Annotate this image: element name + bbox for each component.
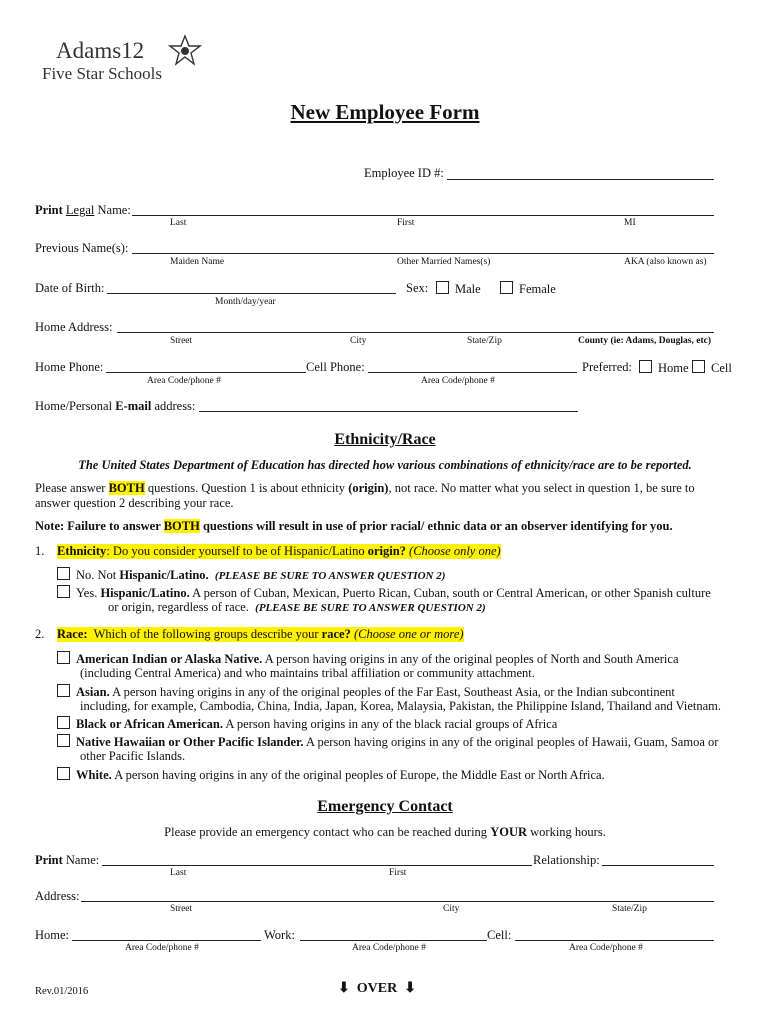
question-2-prompt: Race: Which of the following groups describe your race? (Choose one or more): [57, 627, 464, 641]
logo-name: Adams12: [56, 38, 145, 63]
emergency-cell-sublabel: Area Code/phone #: [569, 943, 643, 953]
dob-field[interactable]: [107, 293, 396, 294]
revision-label: Rev.01/2016: [35, 986, 89, 997]
ethnicity-notice: The United States Department of Education has directed how various combinations of ethnicity/race are to be reported.: [78, 458, 692, 472]
emergency-work-sublabel: Area Code/phone #: [352, 943, 426, 953]
star-logo-icon: [168, 34, 202, 68]
q1-option-no[interactable]: No. Not Hispanic/Latino. (PLEASE BE SURE TO ANSWER QUESTION 2): [57, 567, 445, 583]
relationship-field[interactable]: [602, 865, 714, 866]
emergency-cell-label: Cell:: [487, 928, 512, 942]
race-option[interactable]: American Indian or Alaska Native. A person having origins in any of the original peoples of North and South America: [57, 651, 679, 667]
home-phone-sublabel: Area Code/phone #: [147, 376, 221, 386]
home-phone-label: Home Phone:: [35, 360, 104, 374]
preferred-home-checkbox[interactable]: [639, 360, 652, 373]
race-checkbox[interactable]: [57, 684, 70, 697]
cell-phone-label: Cell Phone:: [306, 360, 365, 374]
emergency-city-sublabel: City: [443, 904, 460, 914]
ethnicity-heading: Ethnicity/Race: [334, 431, 436, 448]
race-option-cont: (including Central America) and who maintains tribal affiliation or community attachment.: [80, 666, 535, 680]
legal-name-field[interactable]: [132, 215, 714, 216]
emergency-statezip-sublabel: State/Zip: [612, 904, 647, 914]
dob-sublabel: Month/day/year: [215, 297, 276, 307]
home-phone-field[interactable]: [106, 372, 306, 373]
male-checkbox[interactable]: [436, 281, 449, 294]
statezip-sublabel: State/Zip: [467, 336, 502, 346]
sex-female-option[interactable]: Female: [500, 281, 556, 297]
emergency-name-field[interactable]: [102, 865, 532, 866]
emergency-last-sublabel: Last: [170, 868, 187, 878]
employee-id-field[interactable]: [447, 179, 714, 180]
race-option-cont: including, for example, Cambodia, China, India, Japan, Korea, Malaysia, Pakistan, the Philippine Island, Thailand and Vietnam.: [80, 699, 722, 713]
city-sublabel: City: [350, 336, 367, 346]
race-checkbox[interactable]: [57, 767, 70, 780]
cell-phone-field[interactable]: [368, 372, 577, 373]
emergency-work-label: Work:: [264, 928, 295, 942]
previous-names-label: Previous Name(s):: [35, 241, 129, 255]
county-sublabel: County (ie: Adams, Douglas, etc): [578, 336, 711, 346]
home-address-label: Home Address:: [35, 320, 113, 334]
employee-id-label: Employee ID #:: [364, 166, 444, 180]
race-option[interactable]: Asian. A person having origins in any of the original peoples of the Far East, Southeast Asia, or the Indian subcontinent: [57, 684, 675, 700]
preferred-cell-option[interactable]: Cell: [692, 360, 732, 376]
arrow-down-icon: ⬇: [404, 981, 416, 996]
ethnicity-note: Note: Failure to answer BOTH questions will result in use of prior racial/ ethnic data or an observer identifying for you.: [35, 519, 673, 533]
previous-names-field[interactable]: [132, 253, 714, 254]
emergency-first-sublabel: First: [389, 868, 407, 878]
question-1-prompt: Ethnicity: Do you consider yourself to be of Hispanic/Latino origin? (Choose only one): [57, 544, 501, 558]
email-field[interactable]: [199, 411, 578, 412]
preferred-cell-checkbox[interactable]: [692, 360, 705, 373]
email-label: Home/Personal E-mail address:: [35, 399, 196, 413]
emergency-heading: Emergency Contact: [317, 798, 453, 815]
street-sublabel: Street: [170, 336, 193, 346]
other-married-sublabel: Other Married Names(s): [397, 257, 491, 267]
race-checkbox[interactable]: [57, 734, 70, 747]
preferred-label: Preferred:: [582, 360, 632, 374]
race-option[interactable]: Black or African American. A person having origins in any of the black racial groups of Africa: [57, 716, 557, 732]
legal-name-label: Print Legal Name:: [35, 203, 131, 217]
legal-first-sublabel: First: [397, 218, 415, 228]
both-highlight: BOTH: [108, 481, 145, 495]
race-checkbox[interactable]: [57, 651, 70, 664]
question-2-number: 2.: [35, 627, 45, 641]
legal-mi-sublabel: MI: [624, 218, 636, 228]
aka-sublabel: AKA (also known as): [624, 257, 707, 267]
q1-yes-checkbox[interactable]: [57, 585, 70, 598]
arrow-down-icon: ⬇: [338, 981, 350, 996]
race-checkbox[interactable]: [57, 716, 70, 729]
q1-option-yes-cont: or origin, regardless of race. (PLEASE BE SURE TO ANSWER QUESTION 2): [108, 600, 486, 614]
legal-last-sublabel: Last: [170, 218, 187, 228]
ethnicity-instructions: Please answer BOTH questions. Question 1 is about ethnicity (origin), not race. No matter what you select in question 1, be sure to answer question 2 describing your race.: [35, 481, 695, 510]
logo-tagline: Five Star Schools: [42, 64, 162, 83]
maiden-sublabel: Maiden Name: [170, 257, 225, 267]
emergency-home-sublabel: Area Code/phone #: [125, 943, 199, 953]
emergency-street-sublabel: Street: [170, 904, 193, 914]
emergency-intro: Please provide an emergency contact who can be reached during YOUR working hours.: [164, 825, 606, 839]
sex-label: Sex:: [406, 281, 429, 295]
page-title: New Employee Form: [290, 100, 480, 124]
home-address-field[interactable]: [117, 332, 714, 333]
emergency-home-label: Home:: [35, 928, 70, 942]
emergency-address-label: Address:: [35, 889, 80, 903]
race-option[interactable]: Native Hawaiian or Other Pacific Islander. A person having origins in any of the original peoples of Hawaii, Guam, Samoa or: [57, 734, 718, 750]
emergency-name-label: Print Name:: [35, 853, 100, 867]
q1-no-checkbox[interactable]: [57, 567, 70, 580]
question-1-number: 1.: [35, 544, 45, 558]
dob-label: Date of Birth:: [35, 281, 105, 295]
emergency-home-field[interactable]: [72, 940, 261, 941]
preferred-home-option[interactable]: Home: [639, 360, 689, 376]
emergency-work-field[interactable]: [300, 940, 487, 941]
emergency-address-field[interactable]: [81, 901, 714, 902]
q1-option-yes[interactable]: Yes. Hispanic/Latino. A person of Cuban, Mexican, Puerto Rican, Cuban, south or Central American, or other Spanish culture: [57, 585, 711, 601]
emergency-cell-field[interactable]: [515, 940, 714, 941]
race-option-cont: other Pacific Islands.: [80, 749, 186, 763]
sex-male-option[interactable]: Male: [436, 281, 481, 297]
race-option[interactable]: White. A person having origins in any of the original peoples of Europe, the Middle East or North Africa.: [57, 767, 605, 783]
female-checkbox[interactable]: [500, 281, 513, 294]
cell-phone-sublabel: Area Code/phone #: [421, 376, 495, 386]
relationship-label: Relationship:: [533, 853, 600, 867]
over-indicator: ⬇ OVER ⬇: [338, 981, 416, 996]
